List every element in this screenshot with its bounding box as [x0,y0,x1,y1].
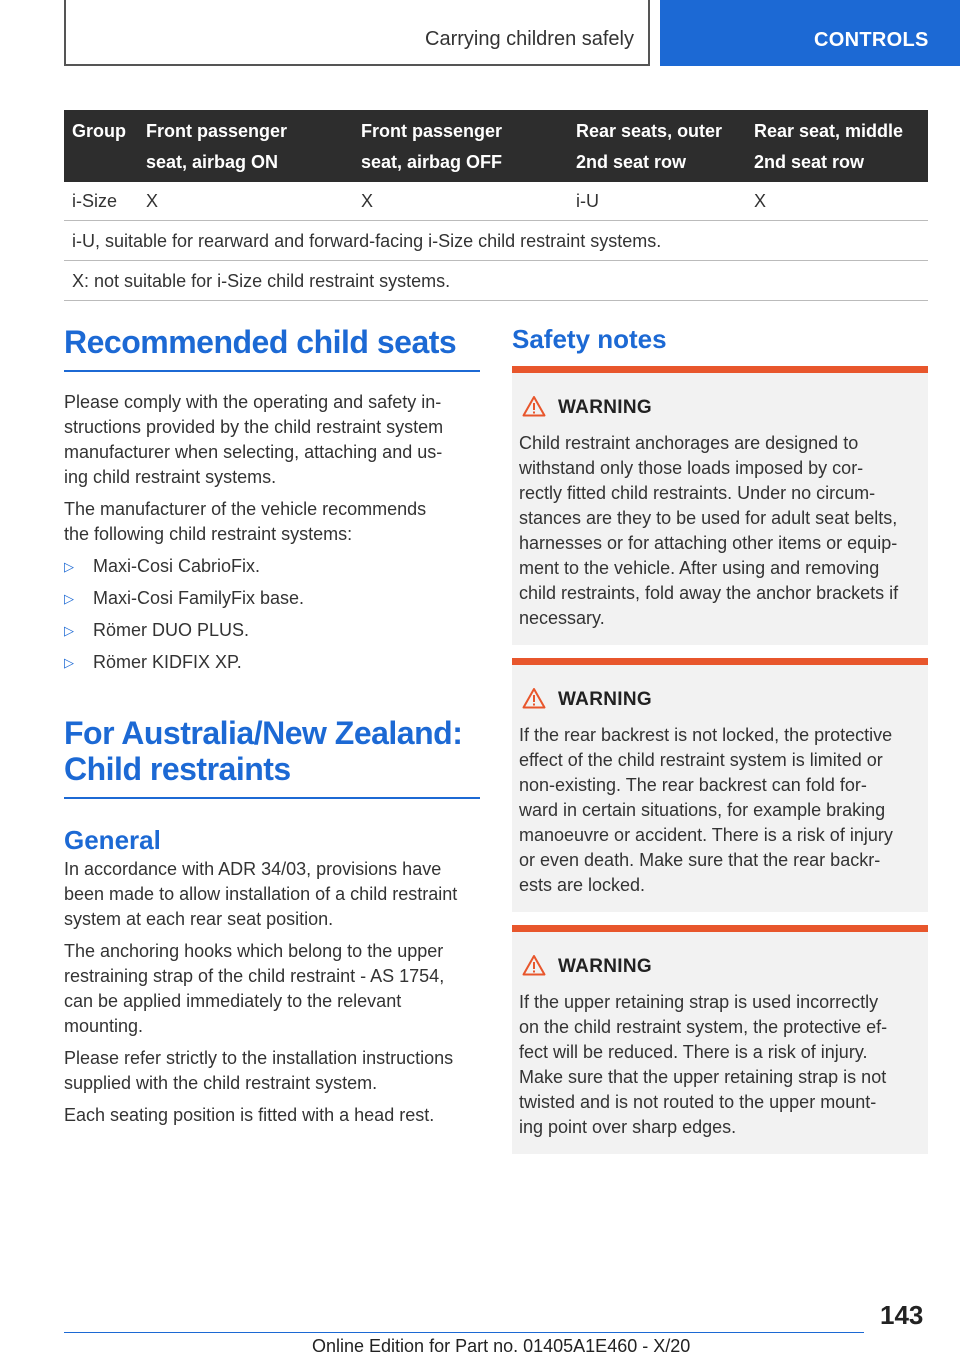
warning-text: If the rear backrest is not locked, the protective effect of the child restraint system is limited or non-existing. The rear backrest can fold for- ward in certain situations, for example braking manoeuvre or accident. There is a risk of injury or even death. Make sure that the rear backr- ests are locked. [519,725,893,895]
general-heading: General [64,825,161,855]
warning-box [512,925,928,1154]
warning-triangle-icon [522,954,546,976]
seat-suitability-table [64,110,928,301]
footer-rule [64,1332,864,1333]
table-cell: X [146,190,159,211]
page-number: 143 [880,1300,924,1330]
chapter-label: CONTROLS [814,29,929,51]
warning-header [512,954,928,984]
triangle-bullet-icon: ▷ [64,655,74,670]
paragraph: Please comply with the operating and safety in- structions provided by the child restraint system manufacturer when selecting, attaching and us- ing child restraint systems. [64,392,444,487]
warning-label: WARNING [558,689,652,710]
section-header [64,0,650,66]
australia-heading: For Australia/New Zealand: Child restraints [64,715,463,787]
list-item: ▷ Maxi-Cosi CabrioFix. [64,554,480,579]
table-note: X: not suitable for i-Size child restraint systems. [64,261,928,301]
heading-rule [64,797,480,799]
paragraph: Please refer strictly to the installation instructions supplied with the child restraint system. [64,1048,454,1093]
table-cell: i-U [576,190,599,211]
warning-triangle-icon [522,395,546,417]
list-item: ▷ Maxi-Cosi FamilyFix base. [64,586,480,611]
warning-header [512,687,928,717]
triangle-bullet-icon: ▷ [64,623,74,638]
safety-notes-heading: Safety notes [512,324,667,354]
recommended-seats-heading: Recommended child seats [64,324,457,360]
table-header-cell: Group [72,121,126,141]
table-cell: X [754,190,767,211]
right-column [512,324,928,354]
heading-rule [64,370,480,372]
paragraph: The manufacturer of the vehicle recommends the following child restraint systems: [64,499,427,544]
warning-header [512,395,928,425]
table-header-row [64,110,928,182]
table-header-cell: Rear seat, middle 2nd seat row [754,121,904,172]
warning-text: If the upper retaining strap is used incorrectly on the child restraint system, the protective ef- fect will be reduced. There is a risk of injury. Make sure that the upper retaining strap is not twisted and is not routed to the upper mount- ing point over sharp edges. [519,992,888,1137]
warning-text: Child restraint anchorages are designed to withstand only those loads imposed by cor- rectly fitted child restraints. Under no circum- stances are they to be used for adult seat belts, harnesses or for attaching other items or equip- ment to the vehicle. After using and removing child restraints, fold away the anchor brackets if necessary. [519,433,899,628]
table-header-cell: Front passenger seat, airbag OFF [361,121,503,172]
warning-label: WARNING [558,397,652,418]
triangle-bullet-icon: ▷ [64,559,74,574]
table-header-cell: Rear seats, outer 2nd seat row [576,121,723,172]
triangle-bullet-icon: ▷ [64,591,74,606]
list-item: ▷ Römer KIDFIX XP. [64,650,480,675]
warning-triangle-icon [522,687,546,709]
table-row [64,182,928,221]
recommended-seat-list [64,554,480,675]
list-item: ▷ Römer DUO PLUS. [64,618,480,643]
footer-edition-text: Online Edition for Part no. 01405A1E460 - X/20 [312,1336,691,1356]
table-cell: X [361,190,374,211]
table-header-cell: Front passenger seat, airbag ON [146,121,288,172]
section-title: Carrying children safely [425,28,634,50]
table-note: i-U, suitable for rearward and forward-facing i-Size child restraint systems. [64,221,928,261]
paragraph: The anchoring hooks which belong to the upper restraining strap of the child restraint - AS 1754, can be applied immediately to the relevant mounting. [64,941,445,1036]
warning-label: WARNING [558,956,652,977]
table-cell: i-Size [72,190,118,211]
warning-box [512,658,928,912]
left-column [64,324,480,1128]
warning-box [512,366,928,645]
chapter-tab[interactable] [660,0,960,66]
paragraph: Each seating position is fitted with a head rest. [64,1105,435,1125]
paragraph: In accordance with ADR 34/03, provisions have been made to allow installation of a child restraint system at each rear seat position. [64,859,458,929]
